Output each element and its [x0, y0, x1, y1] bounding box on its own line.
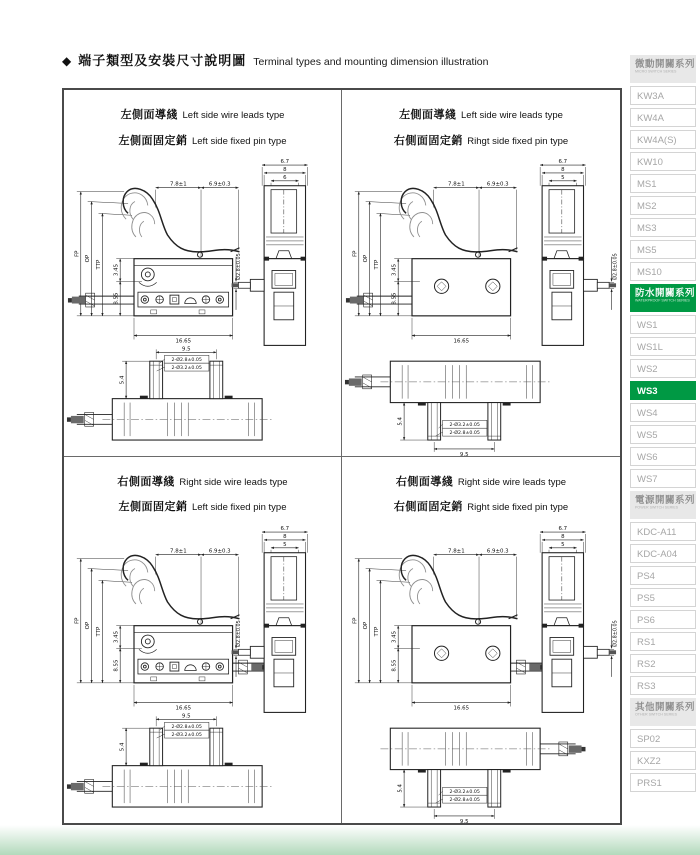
technical-drawing [343, 519, 619, 823]
section-header-en: OTHER SWITCH SERIES [635, 713, 678, 717]
svg-text:2-Ø2.8±0.05: 2-Ø2.8±0.05 [449, 797, 480, 803]
sidebar-section-header [630, 55, 696, 83]
svg-text:2-Ø3.2±0.05: 2-Ø3.2±0.05 [171, 366, 202, 372]
svg-text:OP: OP [363, 255, 370, 263]
svg-text:5: 5 [561, 175, 565, 182]
sidebar-item-RS1[interactable]: RS1 [630, 632, 696, 651]
quadrant-header [342, 90, 620, 152]
type-label-en: Right side wire leads type [179, 476, 288, 488]
svg-text:8: 8 [561, 167, 565, 174]
sidebar-item-PS4[interactable]: PS4 [630, 566, 696, 585]
svg-text:8: 8 [561, 533, 565, 540]
sidebar-item-MS2[interactable]: MS2 [630, 196, 696, 215]
svg-text:TTP: TTP [95, 259, 102, 270]
sidebar-item-MS10[interactable]: MS10 [630, 262, 696, 281]
type-label-en: Left side wire leads type [182, 110, 285, 121]
svg-text:TTP: TTP [95, 626, 102, 637]
page-title-zh: 端子類型及安裝尺寸說明圖 [78, 53, 247, 68]
section-header-en: MICRO SWITCH SERIES [635, 70, 677, 74]
svg-text:FP: FP [352, 617, 359, 624]
sidebar-section-header [630, 284, 696, 312]
svg-text:FP: FP [73, 250, 80, 258]
type-label-en: Left side fixed pin type [191, 502, 287, 514]
svg-text:8.55: 8.55 [391, 659, 398, 672]
sidebar-item-WS1[interactable]: WS1 [630, 315, 696, 334]
quadrant-header [64, 457, 341, 519]
svg-text:9.5: 9.5 [459, 818, 469, 823]
svg-text:8.55: 8.55 [391, 292, 398, 305]
svg-text:6: 6 [282, 175, 287, 182]
svg-text:TTP: TTP [373, 259, 380, 270]
svg-text:Ø2.8±0.05: Ø2.8±0.05 [612, 619, 619, 647]
type-label-zh: 左側面固定銷 [118, 501, 188, 514]
sidebar-item-KXZ2[interactable]: KXZ2 [630, 751, 696, 770]
sidebar-item-KDC-A04[interactable]: KDC-A04 [630, 544, 696, 563]
svg-text:6.7: 6.7 [280, 525, 289, 532]
svg-text:FP: FP [352, 250, 359, 258]
svg-text:8: 8 [282, 167, 287, 174]
svg-text:5.4: 5.4 [397, 417, 404, 426]
type-label-zh: 左側面導綫 [120, 109, 179, 121]
quadrant-header [342, 457, 620, 519]
sidebar-item-WS3[interactable]: WS3 [630, 381, 696, 400]
type-label-zh: 右側面導綫 [395, 475, 454, 488]
svg-text:7.8±1: 7.8±1 [448, 548, 465, 555]
svg-text:9.5: 9.5 [181, 713, 191, 720]
sidebar-item-WS6[interactable]: WS6 [630, 447, 696, 466]
svg-text:OP: OP [84, 621, 91, 630]
svg-text:2-Ø2.8±0.05: 2-Ø2.8±0.05 [171, 724, 202, 730]
sidebar-section-header [630, 698, 696, 726]
bottom-gradient [0, 825, 700, 855]
svg-text:Ø2.8±0.05: Ø2.8±0.05 [612, 253, 619, 281]
sidebar-item-MS5[interactable]: MS5 [630, 240, 696, 259]
section-header-en: WATERPROOF SWITCH SERIES [635, 299, 690, 303]
type-label-zh: 右側面固定銷 [393, 501, 463, 514]
svg-text:5: 5 [282, 541, 287, 548]
sidebar-section-header [630, 491, 696, 519]
sidebar-item-KW3A[interactable]: KW3A [630, 86, 696, 105]
svg-text:7.8±1: 7.8±1 [169, 548, 187, 555]
sidebar-item-WS4[interactable]: WS4 [630, 403, 696, 422]
svg-text:2-Ø3.2±0.05: 2-Ø3.2±0.05 [449, 789, 480, 795]
type-label-en: Left side fixed pin type [191, 135, 287, 147]
sidebar [630, 55, 696, 795]
svg-text:9.5: 9.5 [181, 346, 191, 353]
technical-drawing [65, 519, 341, 823]
sidebar-item-MS1[interactable]: MS1 [630, 174, 696, 193]
svg-text:6.9±0.3: 6.9±0.3 [486, 181, 509, 188]
sidebar-item-WS5[interactable]: WS5 [630, 425, 696, 444]
svg-text:OP: OP [363, 621, 370, 630]
svg-text:5: 5 [561, 541, 565, 548]
type-label-zh: 左側面固定銷 [118, 134, 188, 147]
page-title [62, 50, 488, 69]
section-header-zh: 其他開關系列 [635, 702, 696, 713]
section-header-en: POWER SWITCH SERIES [635, 506, 679, 510]
svg-text:2-Ø2.8±0.05: 2-Ø2.8±0.05 [449, 431, 480, 437]
svg-text:9.5: 9.5 [459, 452, 469, 457]
svg-text:6.9±0.3: 6.9±0.3 [208, 548, 231, 555]
sidebar-item-KW4A[interactable]: KW4A [630, 108, 696, 127]
svg-text:8.55: 8.55 [113, 292, 120, 305]
svg-text:16.65: 16.65 [175, 338, 191, 345]
svg-text:2-Ø3.2±0.05: 2-Ø3.2±0.05 [449, 423, 480, 429]
svg-text:OP: OP [84, 255, 91, 263]
technical-drawing [343, 152, 619, 456]
svg-text:6.9±0.3: 6.9±0.3 [486, 548, 509, 555]
svg-text:7.8±1: 7.8±1 [448, 181, 465, 188]
svg-text:16.65: 16.65 [175, 705, 191, 712]
page-title-en: Terminal types and mounting dimension illustration [253, 56, 489, 68]
sidebar-item-WS1L[interactable]: WS1L [630, 337, 696, 356]
svg-text:6.7: 6.7 [280, 159, 289, 166]
svg-text:3.45: 3.45 [391, 264, 398, 277]
type-label-zh: 右側面導綫 [117, 475, 175, 488]
svg-text:FP: FP [73, 617, 80, 624]
quadrant-bottom-right [342, 457, 620, 824]
quadrant-header [64, 90, 341, 152]
svg-text:8: 8 [282, 533, 287, 540]
sidebar-item-KW4A(S)[interactable]: KW4A(S) [630, 130, 696, 149]
sidebar-item-RS3[interactable]: RS3 [630, 676, 696, 695]
svg-text:Ø2.8±0.05: Ø2.8±0.05 [235, 253, 242, 281]
svg-text:3.45: 3.45 [391, 630, 398, 643]
section-header-zh: 微動開關系列 [635, 59, 696, 70]
svg-text:3.45: 3.45 [113, 630, 120, 643]
type-label-en: Left side wire leads type [461, 110, 563, 121]
section-header-zh: 防水開關系列 [635, 288, 696, 299]
svg-text:5.4: 5.4 [397, 783, 404, 793]
svg-text:6.7: 6.7 [558, 525, 568, 532]
type-label-en: Right side wire leads type [457, 476, 567, 488]
svg-text:6.7: 6.7 [558, 159, 568, 166]
svg-text:8.55: 8.55 [113, 659, 120, 672]
section-header-zh: 電源開關系列 [635, 495, 696, 506]
sidebar-item-RS2[interactable]: RS2 [630, 654, 696, 673]
svg-text:16.65: 16.65 [453, 338, 470, 345]
quadrant-top-left [64, 90, 342, 457]
sidebar-item-KW10[interactable]: KW10 [630, 152, 696, 171]
svg-text:2-Ø3.2±0.05: 2-Ø3.2±0.05 [171, 732, 202, 738]
type-label-zh: 右側面固定銷 [393, 134, 463, 147]
svg-text:6.9±0.3: 6.9±0.3 [208, 181, 231, 188]
sidebar-item-PRS1[interactable]: PRS1 [630, 773, 696, 792]
diamond-icon: ◆ [62, 54, 72, 68]
sidebar-item-KDC-A11[interactable]: KDC-A11 [630, 522, 696, 541]
type-label-en: Rihgt side fixed pin type [467, 135, 569, 147]
drawing-grid [62, 88, 622, 825]
quadrant-bottom-left [64, 457, 342, 824]
svg-text:16.65: 16.65 [453, 705, 470, 712]
sidebar-item-WS7[interactable]: WS7 [630, 469, 696, 488]
sidebar-item-WS2[interactable]: WS2 [630, 359, 696, 378]
quadrant-top-right [342, 90, 620, 457]
svg-text:5.4: 5.4 [119, 742, 126, 751]
svg-text:7.8±1: 7.8±1 [169, 181, 187, 188]
sidebar-item-PS5[interactable]: PS5 [630, 588, 696, 607]
svg-text:TTP: TTP [373, 626, 380, 637]
type-label-zh: 左側面導綫 [399, 109, 457, 121]
svg-text:Ø2.8±0.05: Ø2.8±0.05 [235, 619, 242, 647]
sidebar-item-SP02[interactable]: SP02 [630, 729, 696, 748]
sidebar-item-PS6[interactable]: PS6 [630, 610, 696, 629]
type-label-en: Right side fixed pin type [467, 502, 569, 514]
svg-text:3.45: 3.45 [113, 264, 120, 277]
svg-text:5.4: 5.4 [119, 375, 126, 385]
svg-text:2-Ø2.8±0.05: 2-Ø2.8±0.05 [171, 358, 202, 364]
sidebar-item-MS3[interactable]: MS3 [630, 218, 696, 237]
technical-drawing [65, 152, 341, 456]
